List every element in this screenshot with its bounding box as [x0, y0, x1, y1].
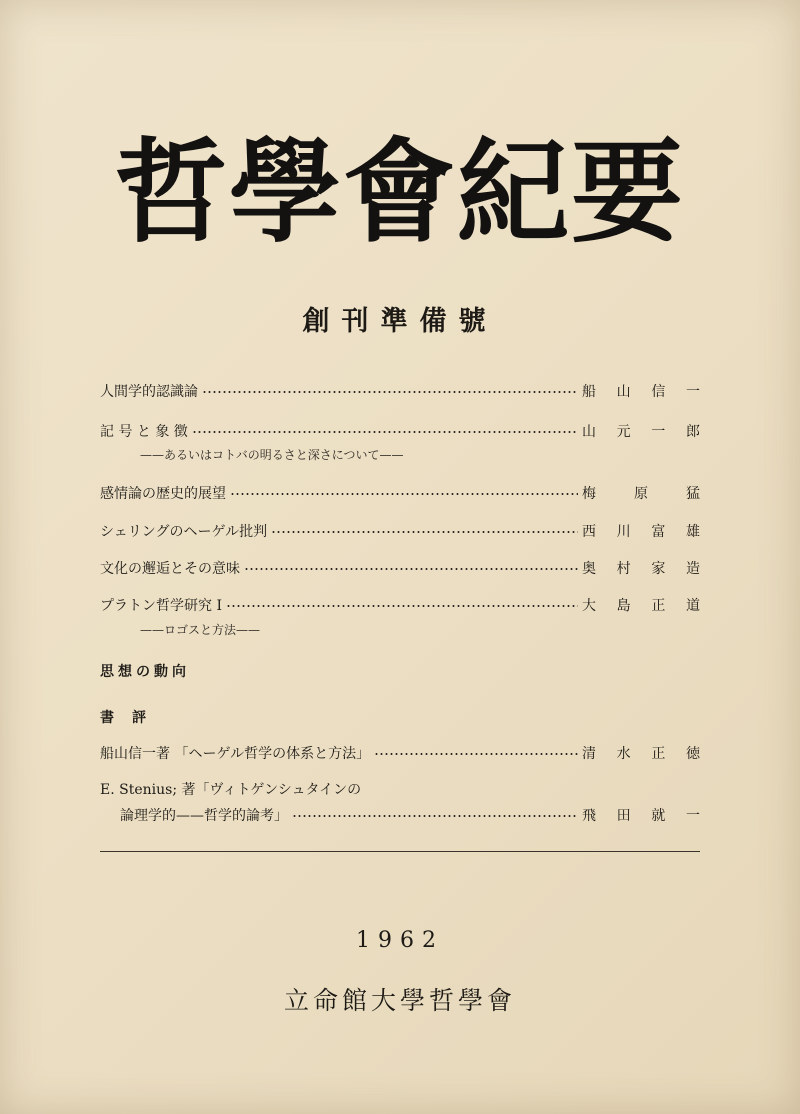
author-char: 梅: [582, 486, 596, 502]
toc-entry-author: [582, 420, 700, 444]
review-entry-title: 船山信一著 「ヘーゲル哲学の体系と方法」: [100, 746, 371, 762]
review-entry-title-line1: E. Stenius; 著「ヴィトゲンシュタインの: [100, 782, 362, 798]
toc-entry: [100, 594, 700, 618]
review-entry-title-line2: 論理学的——哲学的論考」: [120, 808, 288, 824]
author-char: 大: [582, 598, 596, 614]
publication-year: 1962: [356, 928, 444, 953]
leader-dots: [192, 431, 578, 433]
author-char: 信: [651, 384, 666, 400]
leader-dots: [230, 493, 578, 495]
section-heading-reviews: 書評: [100, 710, 164, 726]
author-char: 猛: [686, 486, 700, 502]
author-char: 道: [685, 598, 700, 614]
toc-entry-title: シェリングのヘーゲル批判: [100, 524, 268, 540]
horizontal-rule: [100, 851, 700, 852]
author-char: 家: [651, 561, 666, 577]
publisher-name: 立命館大學哲學會: [283, 986, 516, 1015]
toc-entry: [100, 420, 700, 444]
author-char: 原: [634, 486, 648, 502]
author-char: 山: [582, 424, 596, 440]
toc-entry-subtitle: ——あるいはコトバの明るさと深さについて——: [140, 448, 404, 462]
leader-dots: [226, 605, 578, 607]
issue-subtitle: 創刊準備號: [302, 306, 498, 337]
leader-dots: [244, 568, 578, 570]
author-char: 徳: [685, 746, 700, 762]
author-char: 川: [616, 524, 631, 540]
author-char: 就: [651, 808, 666, 824]
review-entry: [120, 804, 700, 828]
author-char: 山: [616, 384, 631, 400]
author-char: 正: [651, 598, 666, 614]
toc-entry-title: 感情論の歴史的展望: [100, 486, 226, 502]
toc-entry: [100, 520, 700, 544]
section-heading-trends: 思想の動向: [100, 664, 190, 680]
author-char: 一: [651, 424, 666, 440]
author-char: 村: [616, 561, 631, 577]
review-entry-author: [582, 804, 700, 828]
review-entry-author: [582, 742, 700, 766]
toc-entry-subtitle: ——ロゴスと方法——: [140, 623, 261, 637]
journal-title: 哲學會紀要: [115, 127, 685, 258]
author-char: 船: [582, 384, 596, 400]
leader-dots: [374, 753, 578, 755]
author-char: 田: [616, 808, 631, 824]
author-char: 元: [616, 424, 631, 440]
author-char: 清: [582, 746, 596, 762]
author-char: 水: [616, 746, 631, 762]
author-char: 郎: [685, 424, 700, 440]
author-char: 富: [651, 524, 666, 540]
toc-entry-author: [582, 594, 700, 618]
author-char: 正: [651, 746, 666, 762]
toc-entry: [100, 380, 700, 404]
author-char: 雄: [685, 524, 700, 540]
toc-entry-author: [582, 557, 700, 581]
author-char: 一: [685, 808, 700, 824]
leader-dots: [271, 531, 578, 533]
toc-entry: [100, 557, 700, 581]
toc-entry-author: [582, 482, 700, 506]
review-entry: [100, 742, 700, 766]
leader-dots: [202, 391, 578, 393]
author-char: 造: [685, 561, 700, 577]
author-char: 奥: [582, 561, 596, 577]
toc-entry-title: 人間学的認識論: [100, 384, 198, 400]
author-char: 島: [616, 598, 631, 614]
author-char: 一: [685, 384, 700, 400]
toc-entry-title: 記 号 と 象 徴: [100, 424, 188, 440]
toc-entry-author: [582, 520, 700, 544]
leader-dots: [292, 815, 578, 817]
toc-entry-author: [582, 380, 700, 404]
toc-entry-title: 文化の邂逅とその意味: [100, 561, 240, 577]
toc-entry: [100, 482, 700, 506]
author-char: 西: [582, 524, 596, 540]
toc-entry-title: プラトン哲学研究 I: [100, 598, 222, 614]
author-char: 飛: [582, 808, 596, 824]
